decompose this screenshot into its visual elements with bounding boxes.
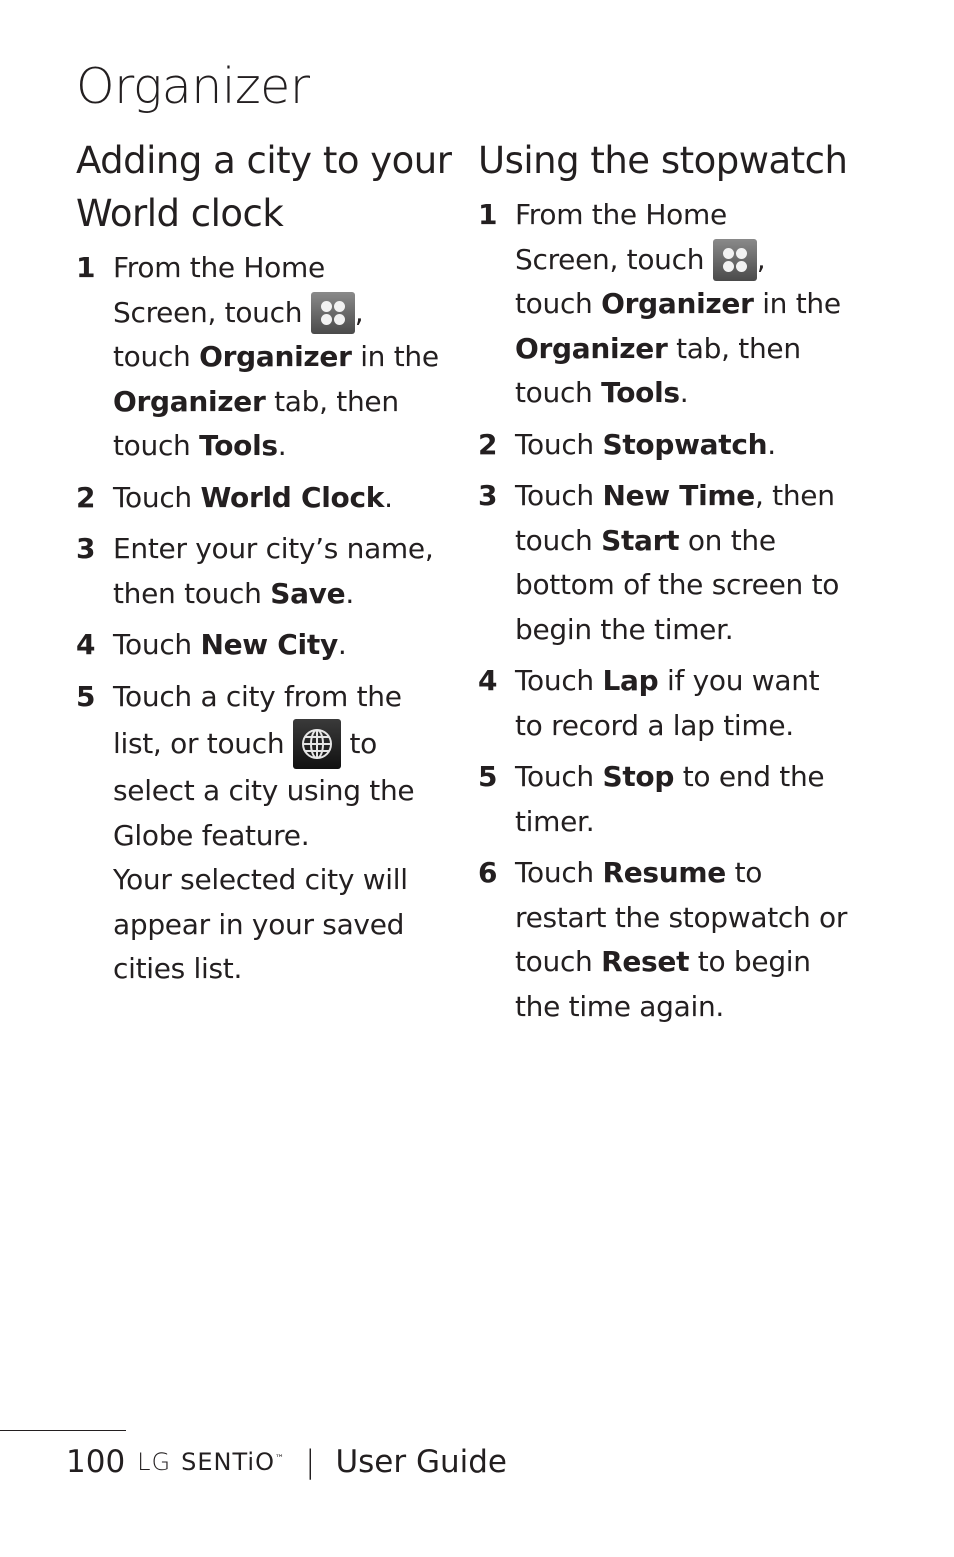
step-line [515,800,898,845]
ui-term: Reset [601,945,690,978]
step-text: cities list. [113,952,243,985]
step-item [76,675,456,992]
step-text: to [340,727,377,760]
step-text: , [354,295,364,329]
world-clock-section [76,134,456,999]
step-text: to record a lap time. [515,708,794,742]
step-text: Touch [113,628,201,661]
step-text: appear in your saved [113,907,405,941]
step-line [113,675,456,720]
step-text: restart the stopwatch or [515,900,848,934]
step-line [113,291,456,336]
step-text: touch [113,429,200,462]
step-text: Touch [113,480,201,514]
sentio-logo: SENTiO [181,1448,275,1476]
step-item [76,476,456,521]
section-heading [478,134,898,187]
step-text: touch [515,523,602,557]
step-text: Screen, touch [113,295,311,329]
step-line [515,896,898,941]
step-line [113,623,456,668]
ui-term: Organizer [113,384,266,418]
step-item [76,246,456,469]
step-line [515,519,898,564]
apps-icon [311,292,355,334]
ui-term: Organizer [601,287,754,320]
step-line [515,704,898,749]
step-line [515,563,898,608]
step-number: 6 [478,856,498,889]
step-line [515,940,898,985]
step-text: touch [515,376,602,409]
ui-term: Resume [602,856,726,889]
step-text: . [337,628,347,661]
step-line [515,851,898,896]
step-text: then touch [113,576,271,610]
footer-separator: | [304,1444,316,1480]
ui-term: Organizer [515,331,668,365]
footer-rule [0,1430,126,1431]
step-text: select a city using the [113,774,415,807]
step-line [515,659,898,704]
step-text: , then [754,479,835,512]
step-line [113,858,456,903]
step-text: . [679,376,689,409]
step-item [76,527,456,616]
step-text: Globe feature. [113,818,310,852]
guide-label: User Guide [335,1444,507,1480]
step-number: 1 [76,251,96,284]
stopwatch-section [478,134,898,1036]
step-number: 3 [76,532,96,565]
step-item [478,755,898,844]
heading-line: World clock [76,192,284,235]
step-item [478,193,898,416]
ui-term: Start [601,523,680,557]
globe-icon [293,719,341,769]
step-text: on the [679,523,776,557]
step-text: in the [351,340,439,373]
step-number: 4 [478,664,498,697]
step-text: touch [113,340,200,373]
step-line [113,527,456,572]
heading-line: Adding a city to your [76,139,452,182]
step-text: touch [515,287,602,320]
section-heading [76,134,456,240]
apps-icon [713,239,757,281]
step-text: bottom of the screen to [515,568,840,601]
step-line [515,327,898,372]
step-text: From the Home [113,251,325,284]
ui-term: New City [200,628,338,661]
ui-term: Lap [602,664,659,697]
step-text: Your selected city will [113,863,408,896]
step-item [478,474,898,652]
ui-term: Stop [602,760,675,793]
step-text: Touch [515,427,603,461]
step-text: , [756,242,766,276]
step-line [515,238,898,283]
step-line [113,380,456,425]
step-line [515,474,898,519]
step-number: 1 [478,198,498,231]
step-line [113,572,456,617]
step-line [515,985,898,1030]
ui-term: Organizer [199,340,352,373]
step-number: 2 [478,427,498,461]
step-text: to end the [674,760,825,793]
step-text: Touch a city from the [113,679,402,713]
page-number: 100 [66,1444,126,1480]
heading-line: Using the stopwatch [478,139,848,182]
step-number: 2 [76,480,96,514]
step-item [478,659,898,748]
step-line [113,335,456,380]
brand-logo [137,1448,285,1476]
step-text: Touch [515,664,603,697]
step-line [113,769,456,814]
step-line [515,371,898,416]
step-line [113,246,456,291]
step-text: timer. [515,804,595,838]
ui-term: Tools [601,376,680,409]
step-text: tab, then [667,331,801,365]
step-text: if you want [658,664,820,697]
step-line [113,947,456,992]
step-text: . [384,480,393,514]
step-number: 4 [76,628,96,661]
step-text: Enter your city’s name, [113,532,434,565]
step-text: list, or touch [113,727,293,760]
step-line [515,282,898,327]
step-line [113,903,456,948]
ui-term: Stopwatch [602,427,768,461]
step-text: Touch [515,760,603,793]
step-text: in the [753,287,841,320]
footer [66,1444,507,1480]
ui-term: New Time [602,479,755,512]
step-text: Touch [515,856,603,889]
step-text: to [726,856,763,889]
ui-term: Save [270,576,346,610]
step-line [113,476,456,521]
step-item [478,423,898,468]
step-item [478,851,898,1029]
step-line [113,814,456,859]
lg-logo: LG [137,1448,172,1476]
step-line [515,608,898,653]
step-text: From the Home [515,198,727,231]
step-text: touch [515,945,602,978]
step-text: Touch [515,479,603,512]
step-item [76,623,456,668]
step-text: . [767,427,776,461]
step-line [515,193,898,238]
step-line [113,424,456,469]
step-line [515,755,898,800]
step-text: . [277,429,287,462]
step-text: begin the timer. [515,612,734,646]
step-number: 5 [76,679,96,713]
step-line [515,423,898,468]
step-number: 5 [478,760,498,793]
step-line [113,719,456,769]
trademark: ™ [274,1454,285,1464]
step-text: . [345,576,354,610]
ui-term: World Clock [200,480,385,514]
step-text: Screen, touch [515,242,713,276]
ui-term: Tools [199,429,278,462]
page-title: Organizer [76,58,310,115]
step-text: to begin [689,945,811,978]
step-number: 3 [478,479,498,512]
step-text: the time again. [515,989,725,1023]
step-text: tab, then [265,384,399,418]
